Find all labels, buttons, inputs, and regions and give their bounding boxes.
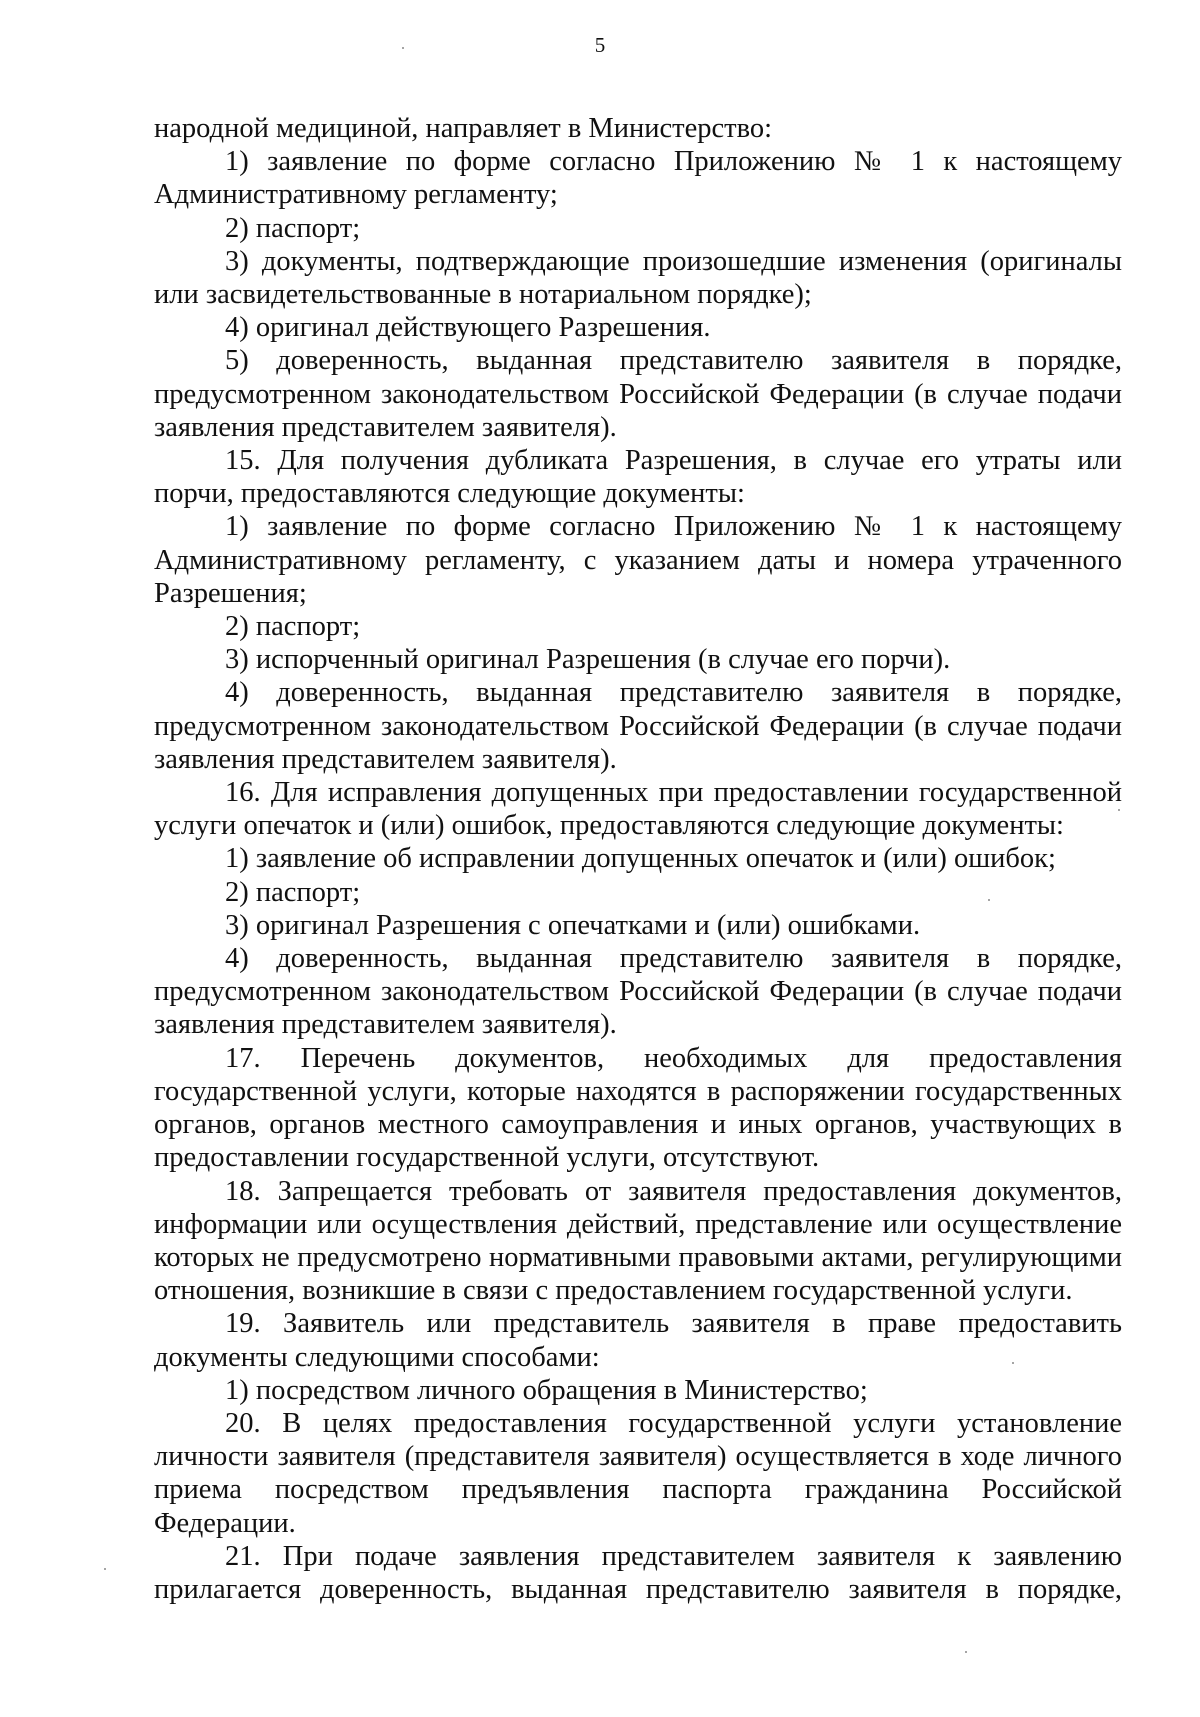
numbered-clause: 16. Для исправления допущенных при предоставлении государственной услуги опечаток и (или) ошибок, предоставляются следующие документы: [154,777,1122,842]
scan-speck [104,1568,106,1570]
list-item: 3) оригинал Разрешения с опечатками и (или) ошибками. [225,909,921,941]
list-item: 2) паспорт; [225,212,361,244]
list-item: 4) доверенность, выданная представителю заявителя в порядке, предусмотренном законодательством Российской Федерации (в случае подачи заявления представителем заявителя). [154,677,1122,775]
scan-speck [402,47,404,49]
list-item: 3) испорченный оригинал Разрешения (в случае его порчи). [225,644,951,676]
numbered-clause: 15. Для получения дубликата Разрешения, в случае его утраты или порчи, предоставляются следующие документы: [154,445,1122,510]
list-item: 2) паспорт; [225,876,361,908]
numbered-clause: 18. Запрещается требовать от заявителя предоставления документов, информации или осуществления действий, представление или осуществление которых не предусмотрено нормативными правовыми актами, регулирующими отношения, возникшие в связи с предоставлением государственной услуги. [154,1175,1122,1307]
list-item: 1) посредством личного обращения в Министерство; [225,1374,868,1406]
scan-speck [1012,1362,1014,1364]
list-item: 1) заявление по форме согласно Приложению № 1 к настоящему Административному регламенту; [154,146,1122,211]
list-item: 4) доверенность, выданная представителю заявителя в порядке, предусмотренном законодательством Российской Федерации (в случае подачи заявления представителем заявителя). [154,943,1122,1041]
list-item: 1) заявление об исправлении допущенных опечаток и (или) ошибок; [225,843,1056,875]
paragraph: народной медициной, направляет в Министерство: [154,113,773,144]
numbered-clause: 17. Перечень документов, необходимых для предоставления государственной услуги, которые находятся в распоряжении государственных органов, органов местного самоуправления и иных органов, участвующих в предоставлении государственной услуги, отсутствуют. [154,1042,1122,1174]
page-number: 5 [594,33,606,57]
numbered-clause: 19. Заявитель или представитель заявителя в праве предоставить документы следующими способами: [154,1308,1122,1373]
numbered-clause: 21. При подаче заявления представителем заявителя к заявлению прилагается доверенность, выданная представителю заявителя в порядке, [154,1540,1122,1605]
list-item: 2) паспорт; [225,611,361,643]
list-item: 4) оригинал действующего Разрешения. [225,312,711,344]
list-item: 3) документы, подтверждающие произошедшие изменения (оригиналы или засвидетельствованные в нотариальном порядке); [154,245,1122,311]
numbered-clause: 20. В целях предоставления государственной услуги установление личности заявителя (представителя заявителя) осуществляется в ходе личного приема посредством предъявления паспорта гражданина Российской Федерации. [154,1407,1122,1539]
list-item: 5) доверенность, выданная представителю заявителя в порядке, предусмотренном законодательством Российской Федерации (в случае подачи заявления представителем заявителя). [154,345,1122,443]
scan-speck [988,899,990,901]
scan-speck [965,1651,967,1653]
list-item: 1) заявление по форме согласно Приложению № 1 к настоящему Административному регламенту, с указанием даты и номера утраченного Разрешения; [154,511,1122,609]
scan-speck [1118,809,1120,811]
document-body [154,112,1122,1606]
